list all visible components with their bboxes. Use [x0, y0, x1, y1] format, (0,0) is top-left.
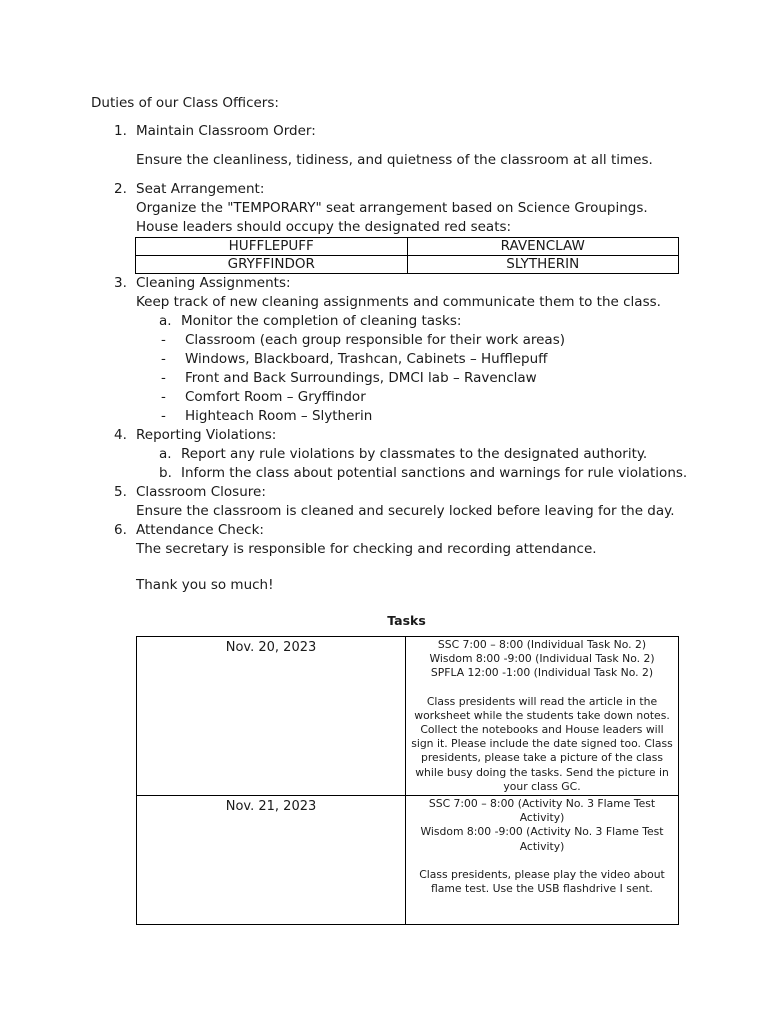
duty-4-sub-b: Inform the class about potential sanctions and warnings for rule violations.	[181, 465, 688, 481]
table-row	[137, 796, 679, 925]
cleaning-bullet-2: Windows, Blackboard, Trashcan, Cabinets – Hufflepuff	[185, 351, 548, 367]
task-date: Nov. 21, 2023	[137, 796, 406, 925]
cleaning-bullet-5: Highteach Room – Slytherin	[185, 408, 373, 424]
house-seat-table	[135, 237, 679, 274]
tasks-title: Tasks	[387, 613, 426, 628]
task-date: Nov. 20, 2023	[137, 637, 406, 796]
duty-3-text: Keep track of new cleaning assignments and communicate them to the class.	[136, 294, 661, 310]
page-heading: Duties of our Class Officers:	[91, 95, 279, 111]
duty-1-title: Maintain Classroom Order:	[136, 123, 316, 139]
duty-4-sub-b-marker: b.	[159, 465, 172, 481]
closing-text: Thank you so much!	[136, 577, 274, 593]
duty-3-number: 3.	[114, 275, 127, 291]
duty-5-number: 5.	[114, 484, 127, 500]
bullet-marker: -	[161, 389, 166, 405]
table-row	[136, 256, 679, 274]
task-note: Class presidents, please play the video about flame test. Use the USB flashdrive I sent.	[419, 867, 665, 896]
duty-4-number: 4.	[114, 427, 127, 443]
duty-6-number: 6.	[114, 522, 127, 538]
duty-6-title: Attendance Check:	[136, 522, 264, 538]
task-note: Class presidents will read the article in the worksheet while the students take down notes. Collect the notebooks and House leaders will sign it. Please include the date signed too. Class presidents, please take a picture of the class while busy doing the tasks. Send the picture in your class GC.	[411, 694, 673, 793]
duty-4-title: Reporting Violations:	[136, 427, 277, 443]
duty-5-text: Ensure the classroom is cleaned and securely locked before leaving for the day.	[136, 503, 675, 519]
duty-1-number: 1.	[114, 123, 127, 139]
house-cell: RAVENCLAW	[407, 238, 679, 256]
house-cell: HUFFLEPUFF	[136, 238, 408, 256]
bullet-marker: -	[161, 332, 166, 348]
duty-3-sub-a: Monitor the completion of cleaning tasks:	[181, 313, 462, 329]
table-row	[136, 238, 679, 256]
bullet-marker: -	[161, 351, 166, 367]
house-cell: GRYFFINDOR	[136, 256, 408, 274]
task-description	[406, 796, 679, 925]
duty-2-text-2: House leaders should occupy the designated red seats:	[136, 219, 512, 235]
duty-3-title: Cleaning Assignments:	[136, 275, 291, 291]
task-line: Wisdom 8:00 -9:00 (Activity No. 3 Flame Test Activity)	[420, 825, 664, 853]
task-description	[406, 637, 679, 796]
duty-2-title: Seat Arrangement:	[136, 181, 265, 197]
bullet-marker: -	[161, 408, 166, 424]
duty-4-sub-a-marker: a.	[159, 446, 172, 462]
duty-5-title: Classroom Closure:	[136, 484, 266, 500]
duty-6-text: The secretary is responsible for checking and recording attendance.	[136, 541, 597, 557]
tasks-table	[136, 636, 679, 925]
duty-2-number: 2.	[114, 181, 127, 197]
duty-2-text-1: Organize the "TEMPORARY" seat arrangement based on Science Groupings.	[136, 200, 648, 216]
task-line: SSC 7:00 – 8:00 (Activity No. 3 Flame Test Activity)	[428, 797, 656, 825]
cleaning-bullet-1: Classroom (each group responsible for their work areas)	[185, 332, 565, 348]
bullet-marker: -	[161, 370, 166, 386]
task-line: SPFLA 12:00 -1:00 (Individual Task No. 2)	[430, 666, 654, 680]
duty-4-sub-a: Report any rule violations by classmates to the designated authority.	[181, 446, 648, 462]
cleaning-bullet-3: Front and Back Surroundings, DMCI lab – Ravenclaw	[185, 370, 537, 386]
task-line: SSC 7:00 – 8:00 (Individual Task No. 2)	[437, 638, 647, 651]
cleaning-bullet-4: Comfort Room – Gryffindor	[185, 389, 366, 405]
duty-1-text: Ensure the cleanliness, tidiness, and quietness of the classroom at all times.	[136, 152, 653, 168]
task-line: Wisdom 8:00 -9:00 (Individual Task No. 2)	[429, 652, 655, 666]
house-cell: SLYTHERIN	[407, 256, 679, 274]
table-row	[137, 637, 679, 796]
duty-3-sub-a-marker: a.	[159, 313, 172, 329]
